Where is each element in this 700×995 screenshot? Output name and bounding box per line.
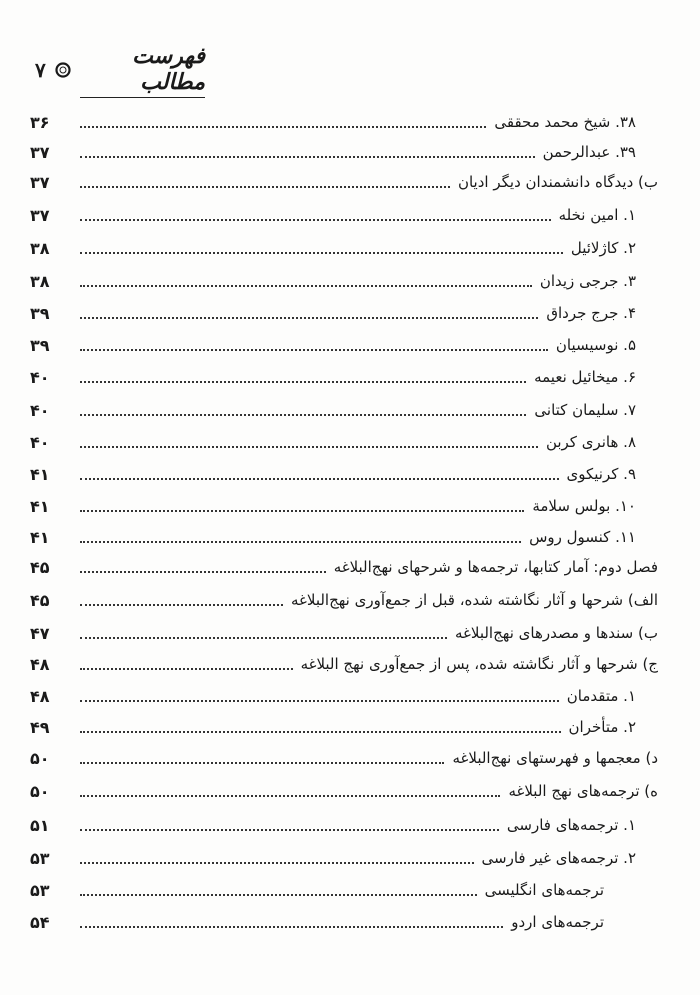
toc-page-number: ۴۷	[30, 624, 50, 643]
toc-page-number: ۴۱	[30, 497, 50, 516]
toc-page-number: ۵۰	[30, 749, 50, 768]
toc-page-number: ۳۹	[30, 304, 50, 323]
toc-entry[interactable]	[30, 839, 636, 869]
page-number: ۷	[35, 58, 46, 82]
toc-page-number: ۳۷	[30, 206, 50, 225]
dot-leader	[80, 219, 551, 221]
toc-entry-label: ۳۸. شیخ محمد محققی	[494, 113, 636, 131]
toc-entry[interactable]	[30, 518, 636, 548]
toc-entry-label: د) معجمها و فهرستهای نهج‌البلاغه	[452, 749, 658, 767]
toc-page-number: ۳۷	[30, 143, 50, 162]
toc-page-number: ۳۹	[30, 336, 50, 355]
dot-leader	[80, 829, 499, 831]
toc-entry-label: ۱. امین نخله	[558, 206, 636, 224]
toc-entry-label: ۷. سلیمان کتانی	[534, 401, 636, 419]
dot-leader	[80, 156, 535, 158]
toc-entry-label: ۲. ترجمه‌های غیر فارسی	[481, 849, 636, 867]
toc-page-number: ۴۰	[30, 368, 50, 387]
toc-entry[interactable]	[30, 581, 658, 611]
toc-page-number: ۳۶	[30, 113, 50, 132]
dot-leader	[80, 510, 524, 512]
toc-entry[interactable]	[30, 326, 636, 356]
toc-entry[interactable]	[30, 423, 636, 453]
dot-leader	[80, 894, 477, 896]
toc-entry-label: ۱۱. کنسول روس	[529, 528, 636, 546]
dot-leader	[80, 126, 486, 128]
toc-entry[interactable]	[30, 614, 658, 644]
toc-page-number: ۵۰	[30, 782, 50, 801]
dot-leader	[80, 571, 326, 573]
toc-page-number: ۴۸	[30, 687, 50, 706]
page-title: فهرست مطالب	[80, 43, 205, 98]
toc-page-number: ۵۴	[30, 913, 50, 932]
dot-leader	[80, 381, 526, 383]
toc-entry[interactable]	[30, 455, 636, 485]
dot-leader	[80, 186, 450, 188]
toc-entry-label: ۲. کاژلائیل	[570, 239, 636, 257]
dot-leader	[80, 446, 538, 448]
toc-page-number: ۵۳	[30, 849, 50, 868]
dot-leader	[80, 285, 532, 287]
toc-entry-label: الف) شرحها و آثار نگاشته شده، قبل از جمع‌آوری نهج‌البلاغه	[290, 591, 658, 609]
toc-entry-label: ۵. نوسیسیان	[555, 336, 636, 354]
toc-entry[interactable]	[30, 358, 636, 388]
toc-entry[interactable]	[30, 487, 636, 517]
toc-entry-label: ه) ترجمه‌های نهج البلاغه	[508, 782, 658, 800]
dot-leader	[80, 762, 444, 764]
toc-entry[interactable]	[30, 677, 636, 707]
toc-entry-label: فصل دوم: آمار کتابها، ترجمه‌ها و شرحهای نهج‌البلاغه	[333, 558, 658, 576]
dot-leader	[80, 862, 474, 864]
toc-entry[interactable]	[30, 806, 636, 836]
toc-page-number: ۵۳	[30, 881, 50, 900]
toc-page-number: ۴۱	[30, 528, 50, 547]
toc-entry[interactable]	[30, 739, 658, 769]
toc-entry[interactable]	[30, 294, 636, 324]
dot-leader	[80, 604, 283, 606]
dot-leader	[80, 317, 538, 319]
toc-page-number: ۴۵	[30, 591, 50, 610]
dot-leader	[80, 731, 561, 733]
toc-page-number: ۴۵	[30, 558, 50, 577]
toc-entry[interactable]	[30, 903, 604, 933]
toc-entry-label: ب) سندها و مصدرهای نهج‌البلاغه	[455, 624, 658, 642]
toc-entry-label: ۳. جرجی زیدان	[539, 272, 636, 290]
toc-entry[interactable]	[30, 163, 658, 193]
toc-entry[interactable]	[30, 103, 636, 133]
toc-entry[interactable]	[30, 229, 636, 259]
toc-entry-label: ۱. متقدمان	[566, 687, 636, 705]
toc-entry-label: ۶. میخائیل نعیمه	[534, 368, 636, 386]
toc-entry[interactable]	[30, 772, 658, 802]
toc-entry[interactable]	[30, 196, 636, 226]
dot-leader	[80, 700, 559, 702]
toc-page-number: ۴۰	[30, 401, 50, 420]
toc-entry-label: ۸. هانری کربن	[545, 433, 636, 451]
toc-page-number: ۴۰	[30, 433, 50, 452]
toc-page-number: ۳۸	[30, 272, 50, 291]
toc-entry-label: ج) شرحها و آثار نگاشته شده، پس از جمع‌آوری نهج البلاغه	[300, 655, 658, 673]
dot-leader	[80, 668, 293, 670]
dot-leader	[80, 926, 503, 928]
toc-page-number: ۴۸	[30, 655, 50, 674]
toc-entry[interactable]	[30, 708, 636, 738]
dot-leader	[80, 252, 563, 254]
dot-leader	[80, 478, 559, 480]
toc-entry-label: ۲. متأخران	[568, 718, 636, 736]
toc-entry-label: ۱۰. بولس سلامة	[532, 497, 636, 515]
dot-leader	[80, 349, 548, 351]
toc-page-number: ۳۷	[30, 173, 50, 192]
toc-page-number: ۴۹	[30, 718, 50, 737]
toc-entry-label: ب) دیدگاه دانشمندان دیگر ادیان	[457, 173, 658, 191]
toc-entry[interactable]	[30, 548, 658, 578]
toc-entry[interactable]	[30, 391, 636, 421]
toc-page-number: ۴۱	[30, 465, 50, 484]
toc-entry[interactable]	[30, 871, 604, 901]
toc-page-number: ۵۱	[30, 816, 50, 835]
dot-leader	[80, 637, 447, 639]
toc-entry-label: ۱. ترجمه‌های فارسی	[506, 816, 636, 834]
toc-entry-label: ۹. کرنیکوی	[566, 465, 636, 483]
toc-entry[interactable]	[30, 133, 636, 163]
dot-leader	[80, 795, 500, 797]
toc-entry-label: ۴. جرج جرداق	[546, 304, 636, 322]
toc-entry-label: ترجمه‌های انگلیسی	[484, 881, 604, 899]
toc-entry-label: ترجمه‌های اردو	[511, 913, 604, 931]
dot-leader	[80, 541, 521, 543]
toc-entry-label: ۳۹. عبدالرحمن	[542, 143, 636, 161]
dot-leader	[80, 414, 526, 416]
toc-page-number: ۳۸	[30, 239, 50, 258]
toc-entry[interactable]	[30, 645, 658, 675]
toc-entry[interactable]	[30, 262, 636, 292]
